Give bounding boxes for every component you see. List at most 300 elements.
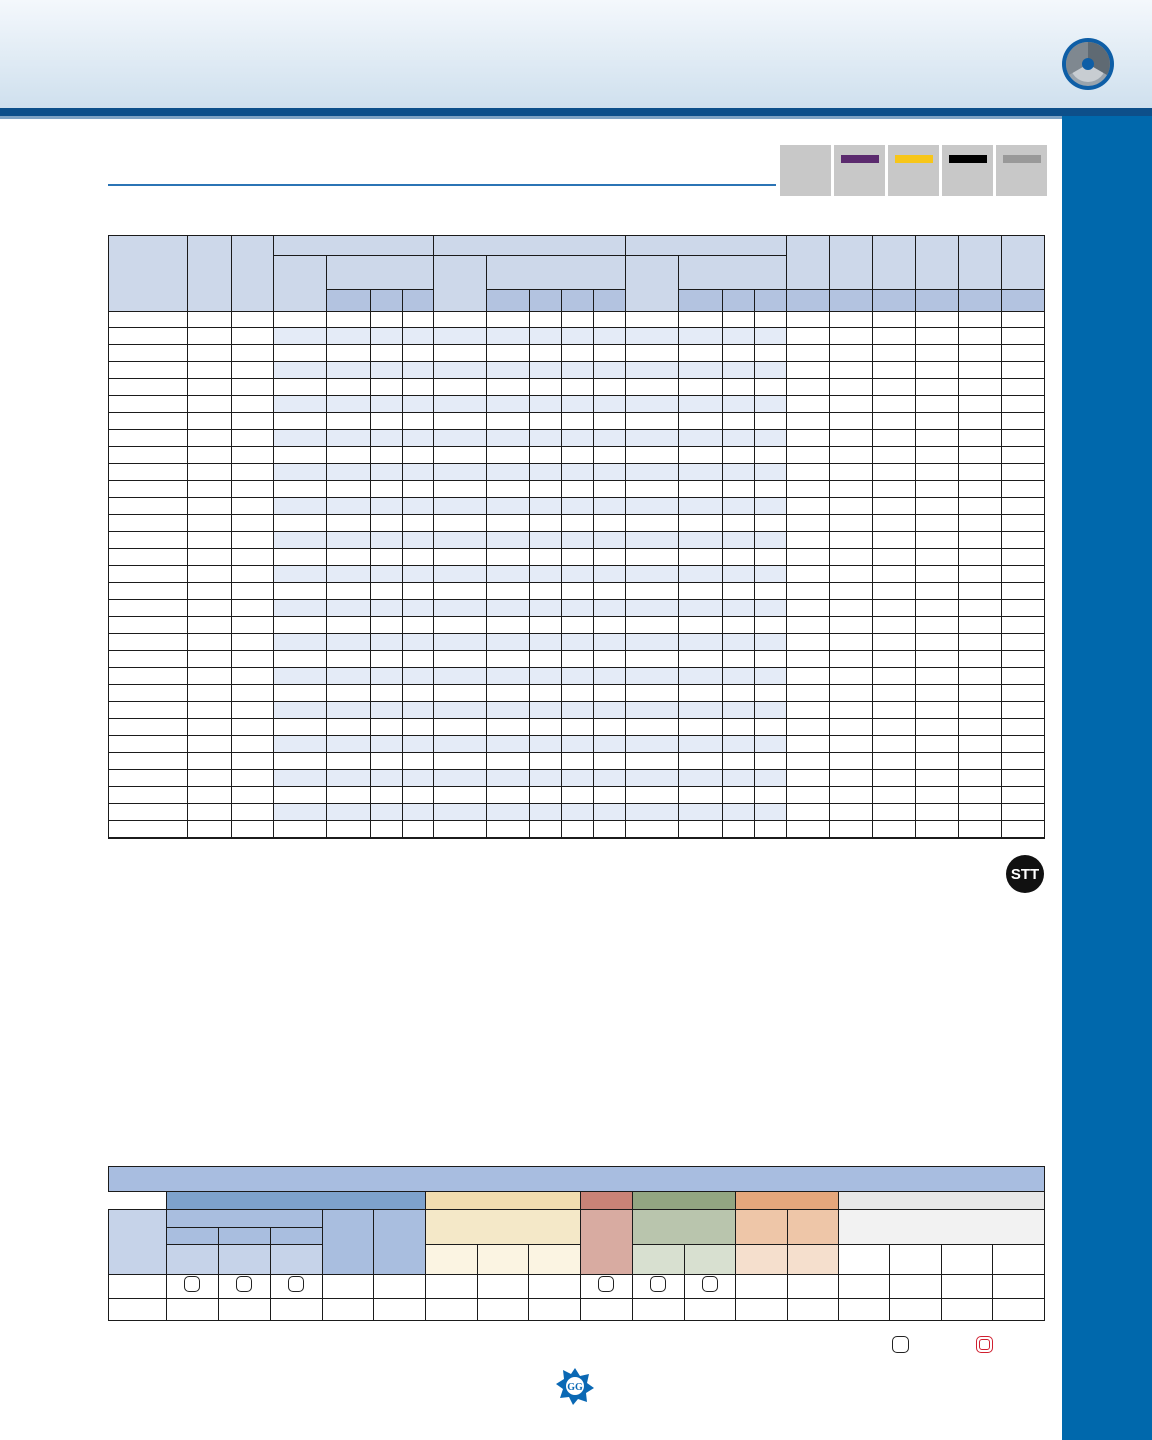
table-cell [1001,736,1044,753]
table-cell [370,549,402,566]
rating-cell [322,1275,374,1299]
header-rule-thin [0,116,1062,119]
table-cell [231,583,273,600]
table-cell [326,396,370,413]
table-cell [562,804,594,821]
rating-cell [166,1275,218,1299]
table-cell [486,447,530,464]
table-cell [755,668,787,685]
table-cell [231,787,273,804]
table-cell [433,685,486,702]
table-cell [626,702,679,719]
table-cell [109,804,188,821]
table-cell [594,583,626,600]
table-cell [433,515,486,532]
table-cell [830,379,873,396]
table-cell [402,515,433,532]
table-cell [755,362,787,379]
table-cell [187,362,231,379]
table-cell [187,447,231,464]
table-cell [370,736,402,753]
table-cell [109,719,188,736]
table-cell [273,566,326,583]
table-cell [433,583,486,600]
table-cell [433,328,486,345]
table-cell [787,430,830,447]
table-cell [486,498,530,515]
rating-cell [632,1275,684,1299]
table-cell [679,396,723,413]
table-cell [370,447,402,464]
table-cell [594,668,626,685]
table-cell [958,328,1001,345]
table-cell [679,600,723,617]
table-cell [486,379,530,396]
table-cell [109,617,188,634]
table-cell [433,312,486,328]
table-cell [433,481,486,498]
table-cell [787,736,830,753]
table-cell [402,328,433,345]
table-cell [530,447,562,464]
table-cell [273,413,326,430]
table-cell [723,498,755,515]
table-cell [787,396,830,413]
table-cell [187,753,231,770]
table-cell [915,719,958,736]
table-row [109,770,1045,787]
table-cell [231,413,273,430]
table-cell [486,549,530,566]
table-cell [486,787,530,804]
table-cell [530,702,562,719]
table-cell [530,668,562,685]
table-cell [1001,430,1044,447]
table-cell [370,362,402,379]
table-cell [370,821,402,838]
table-cell [830,328,873,345]
table-cell [187,617,231,634]
table-cell [679,345,723,362]
table-cell [755,532,787,549]
table-cell [679,566,723,583]
table-cell [958,515,1001,532]
table-cell [231,345,273,362]
table-cell [1001,668,1044,685]
table-cell [915,770,958,787]
table-cell [958,719,1001,736]
table-cell [755,481,787,498]
table-cell [787,668,830,685]
table-cell [326,345,370,362]
table-cell [958,634,1001,651]
rating-cell [839,1275,890,1299]
table-row [109,515,1045,532]
table-cell [679,464,723,481]
table-cell [109,413,188,430]
table-cell [873,566,916,583]
table-cell [1001,447,1044,464]
table-row [109,787,1045,804]
table-cell [326,498,370,515]
table-cell [873,447,916,464]
table-cell [486,583,530,600]
table-cell [787,770,830,787]
table-cell [109,651,188,668]
swatch-plain [780,145,831,196]
svg-text:GG: GG [567,1382,583,1393]
table-cell [1001,617,1044,634]
table-cell [915,396,958,413]
table-cell [755,549,787,566]
table-cell [562,345,594,362]
table-cell [433,787,486,804]
table-cell [830,583,873,600]
table-cell [830,821,873,838]
table-cell [370,566,402,583]
table-cell [626,362,679,379]
table-cell [273,685,326,702]
table-cell [231,634,273,651]
table-cell [723,328,755,345]
table-cell [273,753,326,770]
table-cell [873,685,916,702]
table-cell [231,430,273,447]
table-cell [402,821,433,838]
table-cell [958,566,1001,583]
table-cell [873,498,916,515]
table-cell [594,770,626,787]
table-cell [562,515,594,532]
table-cell [830,498,873,515]
table-cell [326,312,370,328]
table-cell [562,464,594,481]
table-cell [370,345,402,362]
table-cell [109,481,188,498]
table-cell [915,549,958,566]
table-cell [679,532,723,549]
table-cell [562,312,594,328]
table-cell [830,702,873,719]
table-cell [326,634,370,651]
table-cell [370,787,402,804]
table-cell [830,481,873,498]
table-cell [326,685,370,702]
table-cell [1001,481,1044,498]
table-cell [433,719,486,736]
table-cell [109,328,188,345]
table-cell [958,821,1001,838]
table-cell [594,481,626,498]
table-cell [594,549,626,566]
table-cell [679,617,723,634]
table-cell [723,413,755,430]
table-cell [958,396,1001,413]
table-cell [402,532,433,549]
table-cell [1001,362,1044,379]
table-cell [231,719,273,736]
rounded-square-icon [598,1276,614,1292]
table-row [109,328,1045,345]
table-cell [873,719,916,736]
table-cell [562,753,594,770]
table-cell [562,549,594,566]
table-cell [486,702,530,719]
table-cell [370,770,402,787]
table-cell [873,770,916,787]
table-cell [1001,464,1044,481]
table-cell [433,464,486,481]
table-cell [231,600,273,617]
table-cell [723,753,755,770]
table-cell [755,447,787,464]
table-cell [830,362,873,379]
table-cell [109,685,188,702]
table-cell [326,753,370,770]
table-cell [109,498,188,515]
table-cell [873,413,916,430]
table-cell [723,770,755,787]
table-cell [679,481,723,498]
gear-icon [1060,36,1116,92]
table-cell [433,549,486,566]
table-cell [187,668,231,685]
table-cell [626,379,679,396]
table-cell [273,379,326,396]
table-cell [326,481,370,498]
table-cell [873,668,916,685]
table-cell [562,328,594,345]
table-cell [187,702,231,719]
table-cell [231,379,273,396]
table-cell [873,617,916,634]
table-cell [594,736,626,753]
table-cell [873,651,916,668]
table-cell [187,464,231,481]
table-cell [958,600,1001,617]
table-cell [873,532,916,549]
table-row [109,566,1045,583]
table-cell [958,583,1001,600]
table-cell [594,532,626,549]
table-cell [679,668,723,685]
table-cell [109,600,188,617]
table-cell [787,413,830,430]
table-cell [594,753,626,770]
table-cell [626,804,679,821]
table-cell [626,651,679,668]
table-cell [915,804,958,821]
table-row [109,345,1045,362]
table-cell [679,430,723,447]
table-cell [530,464,562,481]
table-cell [562,821,594,838]
table-cell [486,430,530,447]
table-cell [109,396,188,413]
table-cell [873,430,916,447]
table-cell [402,719,433,736]
table-cell [231,396,273,413]
table-cell [326,328,370,345]
rating-cell [109,1275,167,1299]
table-cell [530,481,562,498]
table-cell [109,702,188,719]
rating-cell [942,1275,993,1299]
table-cell [187,719,231,736]
table-cell [1001,770,1044,787]
table-row [109,668,1045,685]
table-cell [787,634,830,651]
table-cell [787,787,830,804]
table-cell [402,651,433,668]
table-cell [326,413,370,430]
table-cell [626,583,679,600]
table-cell [723,787,755,804]
table-row [109,600,1045,617]
table-cell [530,685,562,702]
table-cell [433,396,486,413]
table-cell [830,719,873,736]
table-cell [958,685,1001,702]
table-cell [594,787,626,804]
table-row [109,430,1045,447]
table-cell [594,379,626,396]
table-cell [873,312,916,328]
table-cell [402,804,433,821]
table-cell [370,413,402,430]
table-cell [486,821,530,838]
table-cell [273,821,326,838]
table-cell [370,668,402,685]
table-cell [594,719,626,736]
table-cell [723,566,755,583]
table-cell [873,634,916,651]
table-cell [723,447,755,464]
rounded-square-icon [184,1276,200,1292]
table-cell [958,312,1001,328]
table-cell [562,702,594,719]
table-cell [958,770,1001,787]
table-cell [915,345,958,362]
table-cell [679,753,723,770]
rating-cell [426,1275,478,1299]
table-cell [562,583,594,600]
table-cell [787,312,830,328]
table-cell [530,600,562,617]
specification-table-body [108,311,1045,839]
table-cell [787,498,830,515]
table-cell [787,549,830,566]
table-row [109,736,1045,753]
table-cell [231,481,273,498]
table-cell [679,362,723,379]
table-cell [486,345,530,362]
table-cell [679,515,723,532]
table-cell [231,821,273,838]
table-cell [370,430,402,447]
table-cell [594,702,626,719]
table-cell [486,736,530,753]
table-cell [958,345,1001,362]
table-cell [530,583,562,600]
table-cell [530,753,562,770]
table-cell [326,617,370,634]
table-cell [109,770,188,787]
table-cell [273,481,326,498]
table-cell [755,312,787,328]
table-cell [562,787,594,804]
table-cell [109,379,188,396]
table-cell [755,430,787,447]
table-cell [109,464,188,481]
table-cell [486,634,530,651]
material-subgroup-row [109,1210,1045,1228]
table-cell [915,379,958,396]
table-cell [755,600,787,617]
table-cell [433,634,486,651]
table-cell [530,770,562,787]
table-cell [723,532,755,549]
table-cell [830,447,873,464]
table-cell [594,651,626,668]
table-cell [187,413,231,430]
table-cell [915,328,958,345]
table-cell [626,515,679,532]
table-cell [273,345,326,362]
table-row [109,634,1045,651]
table-cell [273,498,326,515]
table-cell [273,719,326,736]
table-cell [231,328,273,345]
table-row [109,379,1045,396]
table-cell [562,413,594,430]
table-cell [326,787,370,804]
table-cell [755,345,787,362]
table-cell [594,447,626,464]
table-cell [626,821,679,838]
table-cell [109,515,188,532]
table-cell [915,702,958,719]
table-cell [626,770,679,787]
table-cell [755,566,787,583]
table-cell [594,464,626,481]
table-cell [679,447,723,464]
table-cell [402,702,433,719]
osg-logo-icon [555,1366,595,1406]
table-cell [402,668,433,685]
table-cell [486,396,530,413]
table-cell [231,549,273,566]
table-cell [958,464,1001,481]
table-cell [562,634,594,651]
table-cell [231,651,273,668]
table-cell [370,379,402,396]
table-cell [626,719,679,736]
table-cell [915,821,958,838]
table-cell [433,498,486,515]
table-cell [433,702,486,719]
table-cell [626,753,679,770]
table-cell [433,362,486,379]
table-cell [873,515,916,532]
table-cell [594,634,626,651]
table-cell [273,617,326,634]
table-cell [958,736,1001,753]
table-cell [402,685,433,702]
table-cell [433,430,486,447]
table-cell [187,481,231,498]
table-row [109,685,1045,702]
